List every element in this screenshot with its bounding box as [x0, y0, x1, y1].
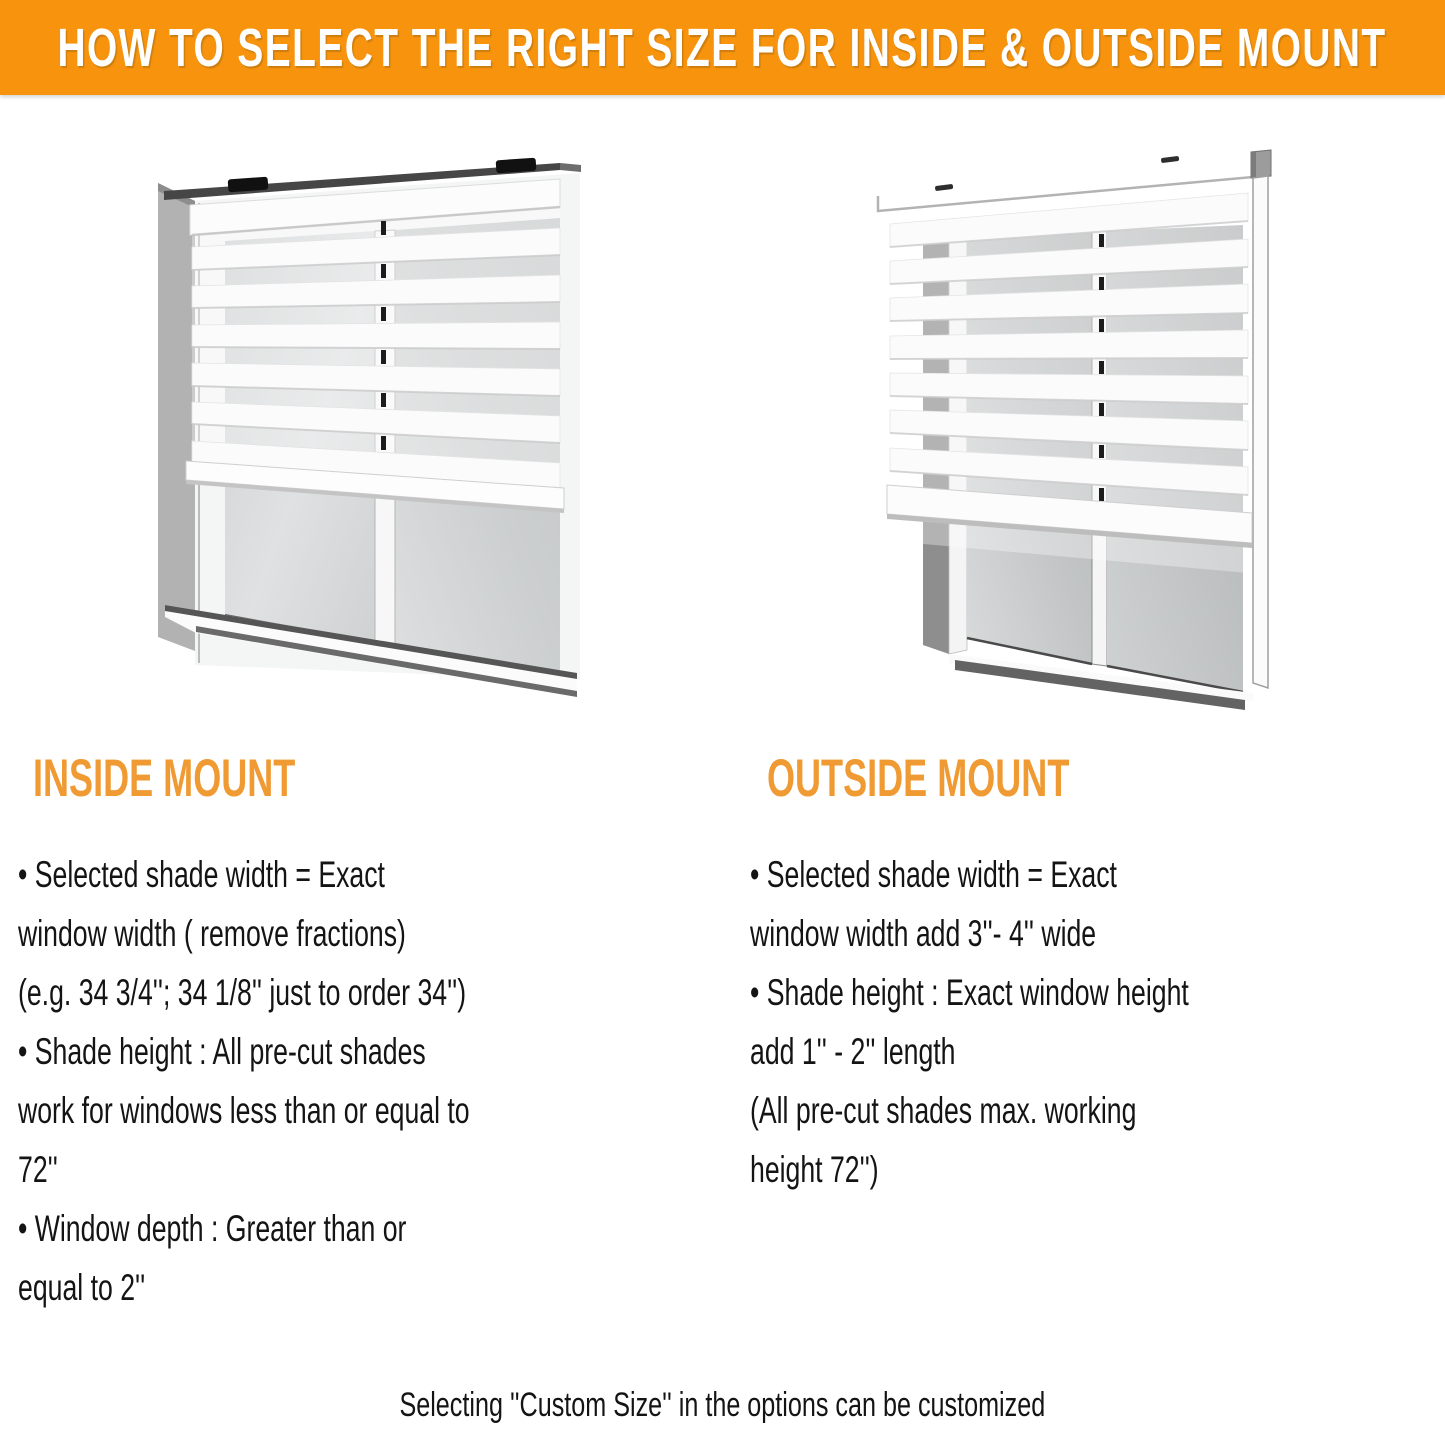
- inside-mount-line: (e.g. 34 3/4''; 34 1/8'' just to order 34''): [18, 972, 467, 1013]
- custom-size-note-text: Selecting ''Custom Size'' in the options can be customized: [399, 1386, 1046, 1424]
- inside-mount-line: • Window depth : Greater than or: [18, 1208, 407, 1249]
- inside-mount-line: • Shade height : All pre-cut shades: [18, 1031, 426, 1072]
- outside-mount-instructions: [750, 845, 1189, 1199]
- outside-mount-illustration: [845, 140, 1345, 725]
- window-jamb: [158, 183, 195, 651]
- inside-mount-line: equal to 2'': [18, 1267, 146, 1308]
- inside-mount-line: • Selected shade width = Exact: [18, 854, 385, 895]
- mounting-clip-icon: [228, 177, 269, 193]
- outside-mount-line: (All pre-cut shades max. working: [750, 1090, 1137, 1131]
- custom-size-note: [0, 1386, 1445, 1425]
- mounting-clip-icon: [496, 158, 537, 174]
- screw-mark-icon: [1161, 156, 1179, 163]
- outside-mount-line: height 72''): [750, 1149, 879, 1190]
- outside-mount-line: add 1'' - 2'' length: [750, 1031, 956, 1072]
- screw-mark-icon: [935, 184, 953, 191]
- inside-mount-line: window width ( remove fractions): [18, 913, 406, 954]
- outside-mount-line: window width add 3''- 4'' wide: [750, 913, 1097, 954]
- outside-mount-line: • Shade height : Exact window height: [750, 972, 1189, 1013]
- zebra-shade: [186, 179, 564, 513]
- window-side-trim: [1253, 176, 1268, 688]
- inside-mount-line: 72'': [18, 1149, 58, 1190]
- inside-mount-instructions: [18, 845, 470, 1317]
- outside-mount-heading: OUTSIDE MOUNT: [767, 749, 1070, 808]
- inside-mount-heading: INSIDE MOUNT: [33, 749, 296, 808]
- banner-title: HOW TO SELECT THE RIGHT SIZE FOR INSIDE & OUTSIDE MOUNT: [57, 17, 1388, 78]
- header-banner: [0, 0, 1445, 95]
- outside-mount-line: • Selected shade width = Exact: [750, 854, 1117, 895]
- zebra-shade: [887, 193, 1252, 573]
- inside-mount-line: work for windows less than or equal to: [18, 1090, 470, 1131]
- inside-mount-illustration: [140, 145, 645, 715]
